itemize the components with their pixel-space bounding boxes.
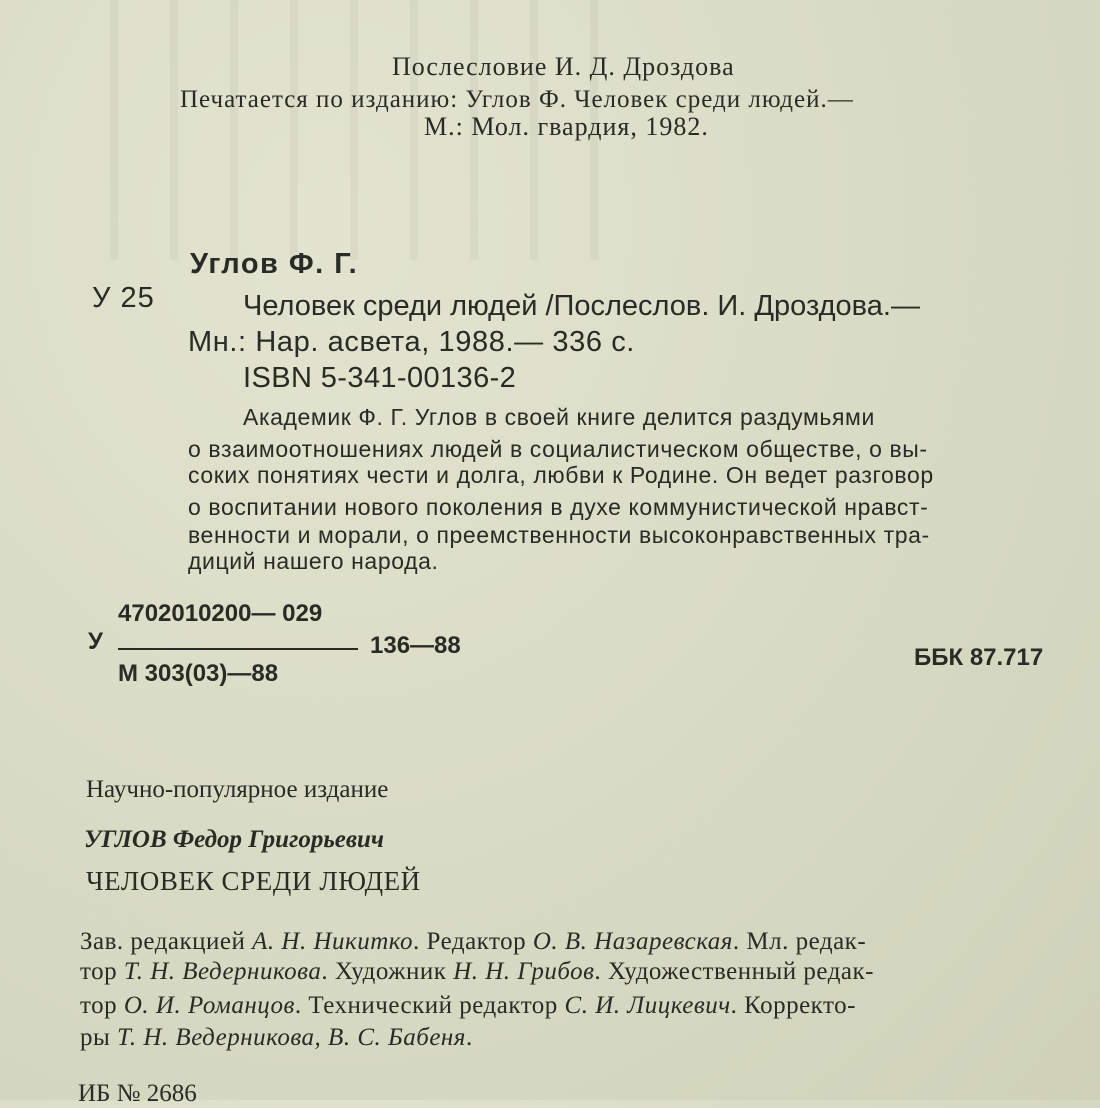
fraction-denominator: М 303(03)—88 xyxy=(118,660,279,687)
credits-name: Т. Н. Ведерникова, В. С. Бабеня xyxy=(117,1024,466,1051)
ib-number: ИБ № 2686 xyxy=(78,1080,197,1107)
reprint-source-line: М.: Мол. гвардия, 1982. xyxy=(424,112,709,141)
edition-title: ЧЕЛОВЕК СРЕДИ ЛЮДЕЙ xyxy=(86,866,421,896)
credits-text: . Мл. редак- xyxy=(732,928,867,955)
credits-text: . Редактор xyxy=(413,928,533,955)
fraction-suffix: 136—88 xyxy=(370,632,461,659)
abstract-line: диций нашего народа. xyxy=(188,548,439,574)
catalog-title: Человек среди людей /Послеслов. И. Дроздова.— xyxy=(243,290,920,322)
credits-name: Т. Н. Ведерникова xyxy=(123,958,322,985)
afterword-line: Послесловие И. Д. Дроздова xyxy=(392,52,735,81)
credits-name: О. И. Романцов xyxy=(123,992,295,1019)
credits-text: тор xyxy=(80,958,124,985)
reprint-note-line: Печатается по изданию: Углов Ф. Человек среди людей.— xyxy=(180,86,854,113)
abstract-line: Академик Ф. Г. Углов в своей книге делится раздумьями xyxy=(243,404,875,430)
credits-line xyxy=(80,958,874,986)
credits-text: . xyxy=(465,1024,473,1051)
credits-name: О. В. Назаревская xyxy=(532,928,733,955)
credits-text: . Корректо- xyxy=(730,992,856,1019)
abstract-line: о взаимоотношениях людей в социалистическом обществе, о вы- xyxy=(188,436,928,462)
abstract-line: о воспитании нового поколения в духе коммунистической нравст- xyxy=(188,494,929,520)
credits-line xyxy=(80,992,856,1020)
bbk-code: ББК 87.717 xyxy=(914,644,1044,671)
credits-name: С. И. Лицкевич xyxy=(564,992,731,1019)
credits-text: . Художественный редак- xyxy=(594,958,874,985)
catalog-isbn: ISBN 5-341-00136-2 xyxy=(243,362,517,394)
abstract-line: венности и морали, о преемственности высоконравственных тра- xyxy=(188,522,930,548)
fraction-letter: У xyxy=(88,628,103,655)
credits-line xyxy=(80,1024,473,1052)
edition-author: УГЛОВ Федор Григорьевич xyxy=(84,826,385,853)
credits-text: Зав. редакцией xyxy=(80,928,253,955)
credits-name: Н. Н. Грибов xyxy=(453,958,595,985)
fraction-bar xyxy=(118,648,358,650)
catalog-code: У 25 xyxy=(92,282,155,314)
credits-text: ры xyxy=(80,1024,118,1051)
abstract-line: соких понятиях чести и долга, любви к Родине. Он ведет разговор xyxy=(188,462,934,488)
fraction-numerator: 4702010200— 029 xyxy=(118,600,323,627)
edition-type: Научно-популярное издание xyxy=(86,776,389,803)
credits-name: А. Н. Никитко xyxy=(252,928,414,955)
credits-text: . Технический редактор xyxy=(294,992,565,1019)
catalog-author: Углов Ф. Г. xyxy=(190,248,359,280)
credits-text: . Художник xyxy=(321,958,454,985)
catalog-imprint: Мн.: Нар. асвета, 1988.— 336 с. xyxy=(188,326,635,358)
credits-text: тор xyxy=(80,992,124,1019)
credits-line xyxy=(80,928,866,956)
